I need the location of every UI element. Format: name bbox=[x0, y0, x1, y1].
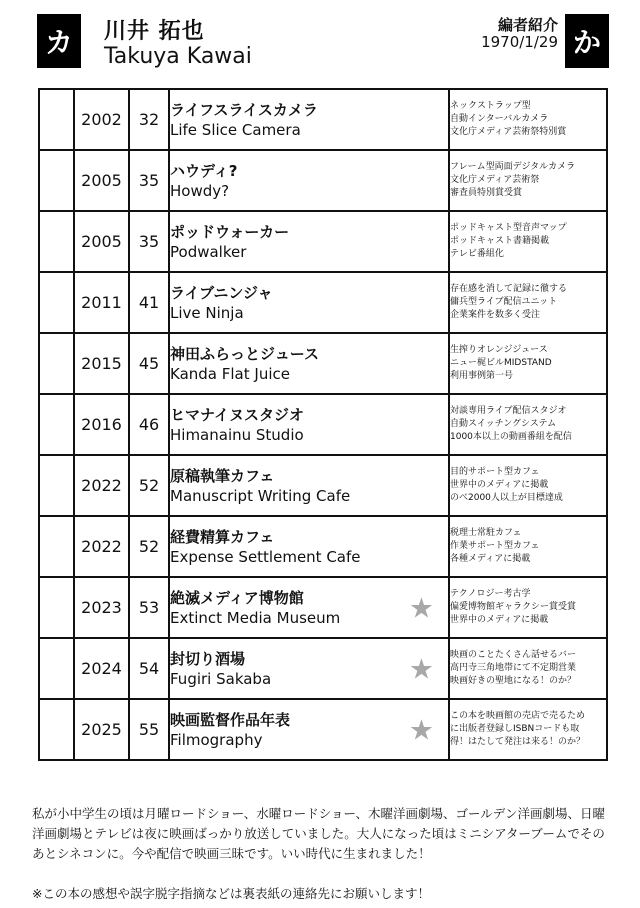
note-line: 1000本以上の動画番組を配信 bbox=[450, 432, 572, 442]
title-english: Podwalker bbox=[170, 242, 247, 261]
note-line: 審査員特別賞受賞 bbox=[450, 188, 523, 198]
age-cell: 32 bbox=[129, 89, 169, 150]
age-cell: 35 bbox=[129, 150, 169, 211]
note-line: 各種メディアに掲載 bbox=[450, 554, 531, 564]
notes-cell bbox=[449, 699, 607, 760]
note-line: 傭兵型ライブ配信ユニット bbox=[450, 297, 558, 307]
year-cell: 2024 bbox=[74, 638, 129, 699]
title-english: Live Ninja bbox=[170, 303, 244, 322]
bio-line: 私が小中学生の頃は月曜ロードショー、水曜ロードショー、木曜洋画劇場、ゴールデン洋画劇場、日曜 bbox=[32, 806, 606, 821]
year-cell: 2005 bbox=[74, 211, 129, 272]
star-icon: ★ bbox=[408, 652, 434, 685]
note-line: 税理士常駐カフェ bbox=[450, 528, 522, 538]
footer-text bbox=[32, 804, 612, 904]
note-line: 世界中のメディアに掲載 bbox=[450, 615, 549, 625]
notes-cell bbox=[449, 577, 607, 638]
age-cell: 55 bbox=[129, 699, 169, 760]
blank-cell bbox=[39, 333, 74, 394]
role-label: 編者紹介 bbox=[497, 16, 558, 34]
note-line: 利用事例第一号 bbox=[450, 371, 514, 381]
year-cell: 2011 bbox=[74, 272, 129, 333]
notes-cell bbox=[449, 150, 607, 211]
title-cell bbox=[169, 333, 449, 394]
note-line: ネックストラップ型 bbox=[450, 101, 531, 111]
year-cell: 2016 bbox=[74, 394, 129, 455]
title-japanese: 絶滅メディア博物館 bbox=[170, 588, 304, 607]
title-cell bbox=[169, 272, 449, 333]
star-icon: ★ bbox=[408, 713, 434, 746]
title-japanese: 神田ふらっとジュース bbox=[170, 344, 319, 363]
title-japanese: ポッドウォーカー bbox=[170, 222, 290, 241]
title-cell bbox=[169, 150, 449, 211]
title-japanese: 映画監督作品年表 bbox=[170, 710, 291, 729]
note-line: 文化庁メディア芸術祭特別賞 bbox=[450, 127, 567, 137]
title-japanese: 封切り酒場 bbox=[170, 649, 246, 668]
notes-cell bbox=[449, 638, 607, 699]
title-cell bbox=[169, 211, 449, 272]
table-row bbox=[39, 455, 607, 516]
bio-line: 洋画劇場とテレビは夜に映画ばっかり放送していました。大人になった頃はミニシアターブームでその bbox=[32, 826, 605, 841]
note-line: 高円寺三角地帯にて不定期営業 bbox=[450, 663, 577, 673]
note-line: テレビ番組化 bbox=[450, 249, 504, 259]
note-line: ポッドキャスト書籍掲載 bbox=[450, 236, 550, 246]
age-cell: 52 bbox=[129, 516, 169, 577]
blank-cell bbox=[39, 516, 74, 577]
note-line: のべ2000人以上が目標達成 bbox=[450, 493, 563, 503]
year-cell: 2022 bbox=[74, 455, 129, 516]
note-line: 作業サポート型カフェ bbox=[450, 541, 540, 551]
blank-cell bbox=[39, 455, 74, 516]
year-cell: 2005 bbox=[74, 150, 129, 211]
table-row bbox=[39, 577, 607, 638]
year-cell: 2025 bbox=[74, 699, 129, 760]
note-line: 自動インターバルカメラ bbox=[450, 114, 549, 124]
works-table bbox=[38, 88, 608, 761]
title-english: Fugiri Sakaba bbox=[170, 669, 272, 688]
notes-cell bbox=[449, 89, 607, 150]
note-line: 文化庁メディア芸術祭 bbox=[450, 175, 540, 185]
table-row bbox=[39, 89, 607, 150]
notes-cell bbox=[449, 272, 607, 333]
title-cell bbox=[169, 516, 449, 577]
note-line: フレーム型両面デジタルカメラ bbox=[450, 162, 576, 172]
title-english: Himanainu Studio bbox=[170, 425, 304, 444]
table-row bbox=[39, 516, 607, 577]
year-cell: 2022 bbox=[74, 516, 129, 577]
title-cell bbox=[169, 455, 449, 516]
age-cell: 45 bbox=[129, 333, 169, 394]
notes-cell bbox=[449, 333, 607, 394]
age-cell: 54 bbox=[129, 638, 169, 699]
blank-cell bbox=[39, 89, 74, 150]
year-cell: 2002 bbox=[74, 89, 129, 150]
bio-line: あとシネコンに。今や配信で映画三昧です。いい時代に生まれました！ bbox=[32, 846, 431, 861]
title-japanese: ライブニンジャ bbox=[170, 283, 273, 302]
works-table-body bbox=[39, 89, 607, 760]
title-english: Expense Settlement Cafe bbox=[170, 547, 361, 566]
title-english: Manuscript Writing Cafe bbox=[170, 486, 351, 505]
blank-cell bbox=[39, 577, 74, 638]
blank-cell bbox=[39, 211, 74, 272]
note-line: 偏愛博物館ギャラクシー賞受賞 bbox=[450, 602, 577, 612]
title-japanese: 経費精算カフェ bbox=[170, 527, 275, 546]
year-cell: 2023 bbox=[74, 577, 129, 638]
feedback-note: ※この本の感想や誤字脱字指摘などは裏表紙の連絡先にお願いします！ bbox=[32, 886, 430, 901]
note-line: 得！はたして発注は来る！のか？ bbox=[450, 737, 586, 747]
title-english: Life Slice Camera bbox=[170, 120, 301, 139]
age-cell: 46 bbox=[129, 394, 169, 455]
index-kana-right: か bbox=[572, 26, 601, 59]
star-icon: ★ bbox=[408, 591, 434, 624]
notes-cell bbox=[449, 211, 607, 272]
table-row bbox=[39, 394, 607, 455]
blank-cell bbox=[39, 394, 74, 455]
note-line: 存在感を消して記録に徹する bbox=[450, 284, 568, 294]
note-line: テクノロジー考古学 bbox=[450, 589, 531, 599]
blank-cell bbox=[39, 638, 74, 699]
title-japanese: 原稿執筆カフェ bbox=[170, 466, 275, 485]
note-line: 目的サポート型カフェ bbox=[450, 467, 540, 477]
note-line: 対談専用ライブ配信スタジオ bbox=[450, 406, 567, 416]
author-name-english: Takuya Kawai bbox=[104, 44, 252, 69]
age-cell: 52 bbox=[129, 455, 169, 516]
blank-cell bbox=[39, 272, 74, 333]
year-cell: 2015 bbox=[74, 333, 129, 394]
blank-cell bbox=[39, 699, 74, 760]
notes-cell bbox=[449, 455, 607, 516]
note-line: ニュー梶ビルMIDSTAND bbox=[450, 358, 552, 368]
index-kana-badge-left bbox=[37, 14, 81, 68]
title-japanese: ライフスライスカメラ bbox=[170, 100, 318, 119]
table-row bbox=[39, 211, 607, 272]
title-cell bbox=[169, 638, 449, 699]
author-name-japanese: 川井 拓也 bbox=[104, 19, 205, 44]
title-cell bbox=[169, 577, 449, 638]
note-line: 映画のことたくさん話せるバー bbox=[450, 650, 577, 660]
index-kana-badge-right bbox=[565, 14, 609, 68]
title-japanese: ヒマナイヌスタジオ bbox=[170, 405, 304, 424]
table-row bbox=[39, 272, 607, 333]
table-row bbox=[39, 699, 607, 760]
age-cell: 35 bbox=[129, 211, 169, 272]
title-english: Filmography bbox=[170, 730, 263, 749]
age-cell: 53 bbox=[129, 577, 169, 638]
age-cell: 41 bbox=[129, 272, 169, 333]
note-line: 企業案件を数多く受注 bbox=[450, 310, 541, 320]
title-cell bbox=[169, 699, 449, 760]
note-line: 自動スイッチングシステム bbox=[450, 419, 557, 429]
table-row bbox=[39, 150, 607, 211]
index-kana-left: カ bbox=[44, 26, 73, 59]
note-line: ポッドキャスト型音声マップ bbox=[450, 223, 567, 233]
table-row bbox=[39, 638, 607, 699]
notes-cell bbox=[449, 394, 607, 455]
note-line: 生搾りオレンジジュース bbox=[450, 345, 548, 355]
blank-cell bbox=[39, 150, 74, 211]
title-japanese: ハウディ? bbox=[170, 161, 238, 180]
note-line: に出版者登録しISBNコードも取 bbox=[450, 724, 580, 734]
note-line: 映画好きの聖地になる！のか？ bbox=[450, 676, 577, 686]
birthdate: 1970/1/29 bbox=[481, 33, 558, 51]
title-cell bbox=[169, 394, 449, 455]
note-line: 世界中のメディアに掲載 bbox=[450, 480, 549, 490]
title-english: Kanda Flat Juice bbox=[170, 364, 290, 383]
title-english: Extinct Media Museum bbox=[170, 608, 341, 627]
title-english: Howdy? bbox=[170, 181, 230, 200]
note-line: この本を映画館の売店で売るため bbox=[450, 711, 586, 721]
notes-cell bbox=[449, 516, 607, 577]
table-row bbox=[39, 333, 607, 394]
title-cell bbox=[169, 89, 449, 150]
